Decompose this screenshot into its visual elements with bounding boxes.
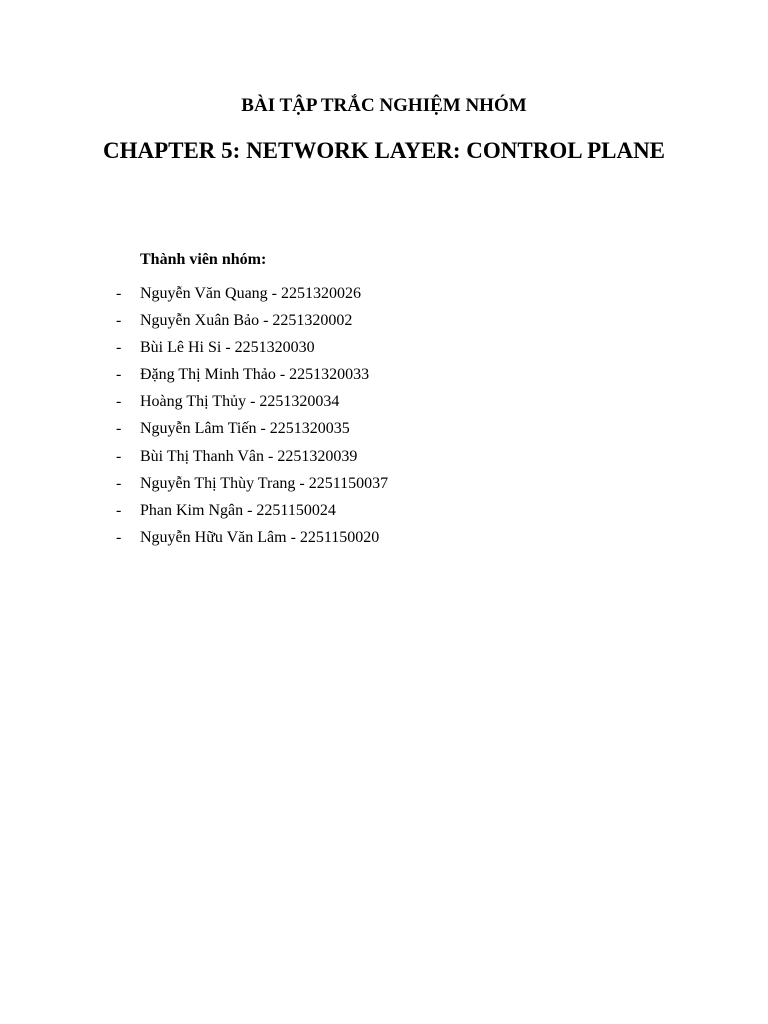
list-item: [0, 418, 768, 445]
list-bullet: -: [116, 285, 122, 302]
member-name: Bùi Thị Thanh Vân - 2251320039: [140, 447, 358, 465]
list-bullet: -: [116, 528, 122, 546]
list-item: [0, 527, 768, 554]
member-name: Nguyễn Lâm Tiến - 2251320035: [140, 420, 350, 438]
list-bullet: -: [116, 501, 122, 519]
member-name: Bùi Lê Hi Si - 2251320030: [140, 339, 315, 357]
list-bullet: -: [116, 393, 122, 411]
member-name: Nguyễn Xuân Bảo - 2251320002: [140, 312, 353, 330]
list-item: [0, 500, 768, 527]
member-name: Hoàng Thị Thủy - 2251320034: [140, 393, 340, 411]
list-bullet: -: [116, 474, 122, 492]
member-name: Nguyễn Hữu Văn Lâm - 2251150020: [140, 528, 380, 546]
members-heading: Thành viên nhóm:: [140, 251, 267, 268]
list-item: [0, 310, 768, 337]
list-item: [0, 473, 768, 500]
list-bullet: -: [116, 447, 122, 465]
chapter-title: CHAPTER 5: NETWORK LAYER: CONTROL PLANE: [102, 138, 666, 163]
list-bullet: -: [116, 420, 122, 438]
member-name: Nguyễn Văn Quang - 2251320026: [140, 285, 362, 302]
list-item: [0, 446, 768, 473]
list-item: [0, 337, 768, 364]
list-bullet: -: [116, 366, 122, 384]
list-item: [0, 391, 768, 418]
member-name: Đặng Thị Minh Thảo - 2251320033: [140, 366, 370, 384]
member-name: Phan Kim Ngân - 2251150024: [140, 501, 336, 519]
member-list: [0, 283, 768, 554]
list-item: [0, 283, 768, 310]
list-bullet: -: [116, 312, 122, 330]
list-bullet: -: [116, 339, 122, 357]
member-name: Nguyễn Thị Thùy Trang - 2251150037: [140, 474, 389, 492]
document-title: BÀI TẬP TRẮC NGHIỆM NHÓM: [241, 95, 527, 116]
list-item: [0, 364, 768, 391]
